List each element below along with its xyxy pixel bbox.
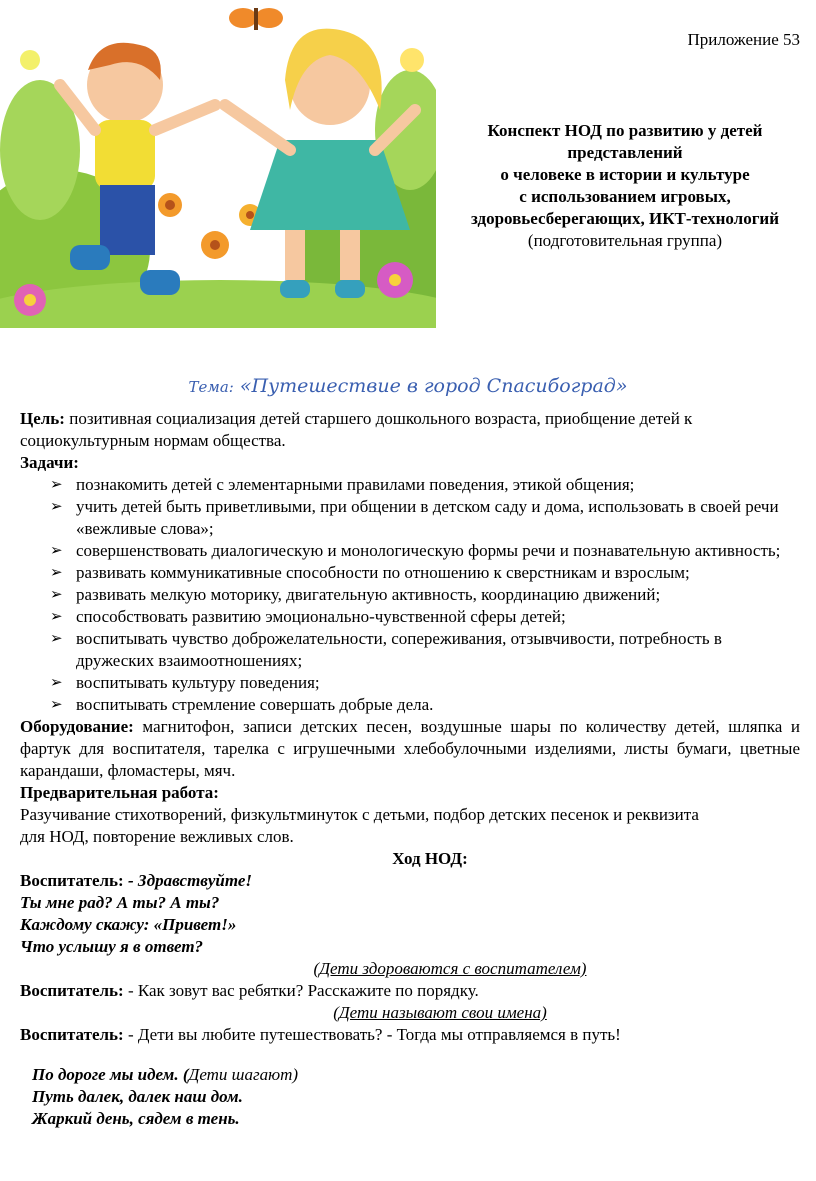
goal-paragraph [20,408,800,452]
poem-line: Путь далек, далек наш дом. [32,1087,243,1106]
arrow-bullet-icon: ➢ [50,675,63,691]
equipment-label: Оборудование: [20,717,134,736]
list-item: ➢ способствовать развитию эмоционально-чувственной сферы детей; [50,607,566,626]
lesson-topic [0,375,816,397]
greeting-line: Что услышу я в ответ? [20,937,204,956]
speaker-label: Воспитатель: [20,981,124,1000]
goal-text: позитивная социализация детей старшего дошкольного возраста, приобщение детей к социокультурным нормам общества. [20,409,693,450]
arrow-bullet-icon: ➢ [50,631,63,647]
list-item: ➢ воспитывать стремление совершать добрые дела. [50,695,434,714]
butterfly-icon [229,8,283,30]
course-heading: Ход НОД: [392,849,468,868]
dialogue-line: Воспитатель: - Дети вы любите путешествовать? - Тогда мы отправляемся в путь! [20,1025,621,1044]
list-item: ➢ воспитывать чувство доброжелательности, сопереживания, отзывчивости, потребность в дружеских взаимоотношениях; [50,629,722,670]
greeting-line: Воспитатель: - Здравствуйте! [20,871,253,890]
goal-label: Цель: [20,409,65,428]
list-item: ➢ развивать коммуникативные способности по отношению к сверстникам и взрослым; [50,563,690,582]
list-item: ➢ познакомить детей с элементарными правилами поведения, этикой общения; [50,475,635,494]
arrow-bullet-icon: ➢ [50,565,63,581]
arrow-bullet-icon: ➢ [50,499,63,515]
appendix-number: Приложение 53 [687,30,800,49]
title-line: о человеке в истории и культуре [500,165,750,184]
document-title [446,120,804,252]
poem-line: По дороге мы идем. (Дети шагают) [32,1065,299,1084]
title-line: Конспект НОД по развитию у детей [487,121,763,140]
arrow-bullet-icon: ➢ [50,543,63,559]
speaker-label: Воспитатель: [20,1025,124,1044]
dialogue-line: Воспитатель: - Как зовут вас ребятки? Расскажите по порядку. [20,981,479,1000]
topic-label: Тема: [188,378,234,396]
arrow-bullet-icon: ➢ [50,609,63,625]
children-dancing-illustration [0,0,436,328]
speaker-label: Воспитатель: [20,871,124,890]
list-item: ➢ совершенствовать диалогическую и монологическую формы речи и познавательную активность; [50,541,781,560]
topic-text: «Путешествие в город Спасибоград» [239,375,628,397]
stage-direction: (Дети называют свои имена) [333,1003,547,1022]
tasks-list [20,474,800,716]
greeting-line: Каждому скажу: «Привет!» [20,915,237,934]
prep-label: Предварительная работа: [20,783,219,802]
document-body [20,408,800,1130]
stage-direction: (Дети здороваются с воспитателем) [313,959,587,978]
poem [20,1064,800,1130]
equipment-paragraph [20,716,800,782]
arrow-bullet-icon: ➢ [50,697,63,713]
list-item: ➢ учить детей быть приветливыми, при общении в детском саду и дома, использовать в своей речи «вежливые слова»; [50,497,779,538]
greeting-line: Ты мне рад? А ты? А ты? [20,893,220,912]
list-item: ➢ воспитывать культуру поведения; [50,673,320,692]
equipment-text: магнитофон, записи детских песен, воздушные шары по количеству детей, шляпка и фартук для воспитателя, тарелка с игрушечными хлебобулочными изделиями, листы бумаги, цветные карандаши, фломастеры, мяч. [20,717,800,780]
title-line: представлений [567,143,683,162]
title-line: с использованием игровых, [519,187,731,206]
tasks-label: Задачи: [20,453,79,472]
group-subtitle: (подготовительная группа) [527,231,723,250]
arrow-bullet-icon: ➢ [50,477,63,493]
title-line: здоровьесберегающих, ИКТ-технологий [470,209,780,228]
list-item: ➢ развивать мелкую моторику, двигательную активность, координацию движений; [50,585,661,604]
poem-line: Жаркий день, сядем в тень. [32,1109,240,1128]
prep-text: Разучивание стихотворений, физкультминуток с детьми, подбор детских песенок и реквизита для НОД, повторение вежливых слов. [20,805,699,846]
arrow-bullet-icon: ➢ [50,587,63,603]
